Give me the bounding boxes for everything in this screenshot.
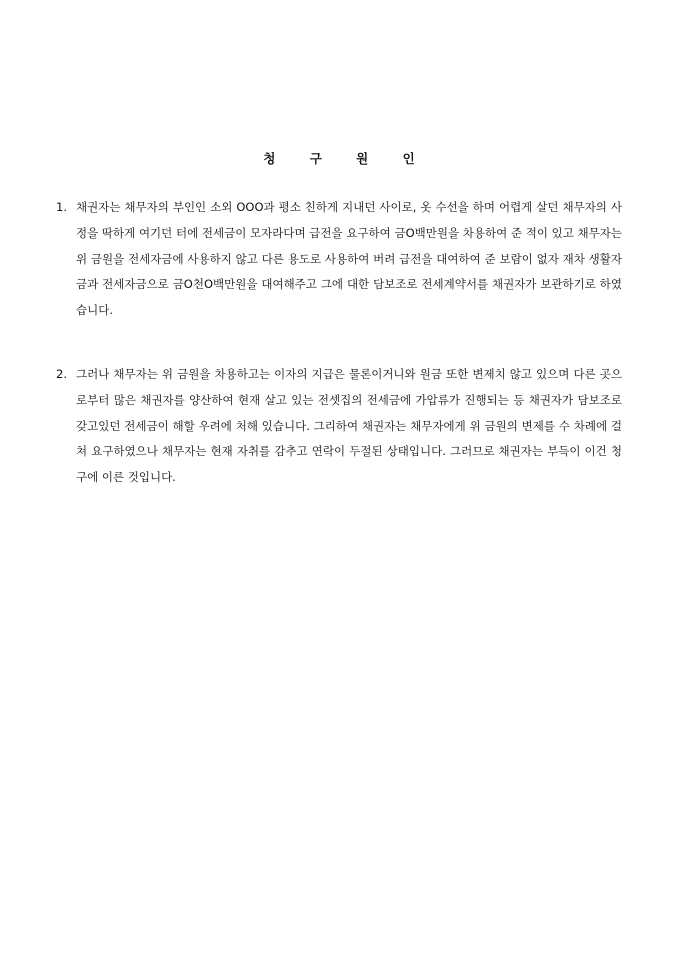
document-title: 청 구 원 인 bbox=[263, 151, 417, 166]
claim-paragraph-1 bbox=[56, 195, 622, 324]
paragraph-text: 채권자는 채무자의 부인인 소외 OOO과 평소 친하게 지내던 사이로, 옷 수선을 하며 어렵게 살던 채무자의 사정을 딱하게 여기던 터에 전세금이 모자라다며 급전을 요구하여 금O백만원을 차용하여 준 적이 있고 채무자는 위 금원을 전세자금에 사용하지 않고 다른 용도로 사용하여 버려 급전을 대여하여 준 보람이 없자 재차 생활자금과 전세자금으로 금O천O백만원을 대여해주고 그에 대한 담보조로 전세계약서를 채권자가 보관하기로 하였습니다. bbox=[76, 200, 622, 318]
claim-paragraph-2 bbox=[56, 362, 622, 491]
paragraph-text: 그러나 채무자는 위 금원을 차용하고는 이자의 지급은 물론이거니와 원금 또한 변제치 않고 있으며 다른 곳으로부터 많은 채권자를 양산하여 현재 살고 있는 전셋집의 전세금에 가압류가 진행되는 등 채권자가 담보조로 갖고있던 전세금이 해할 우려에 처해 있습니다. 그리하여 채권자는 채무자에게 위 금원의 변제를 수 차례에 걸쳐 요구하였으나 채무자는 현재 자취를 감추고 연락이 두절된 상태입니다. 그러므로 채권자는 부득이 이건 청구에 이른 것입니다. bbox=[76, 367, 622, 485]
paragraph-number: 2. bbox=[56, 367, 67, 381]
paragraph-number: 1. bbox=[56, 200, 67, 214]
